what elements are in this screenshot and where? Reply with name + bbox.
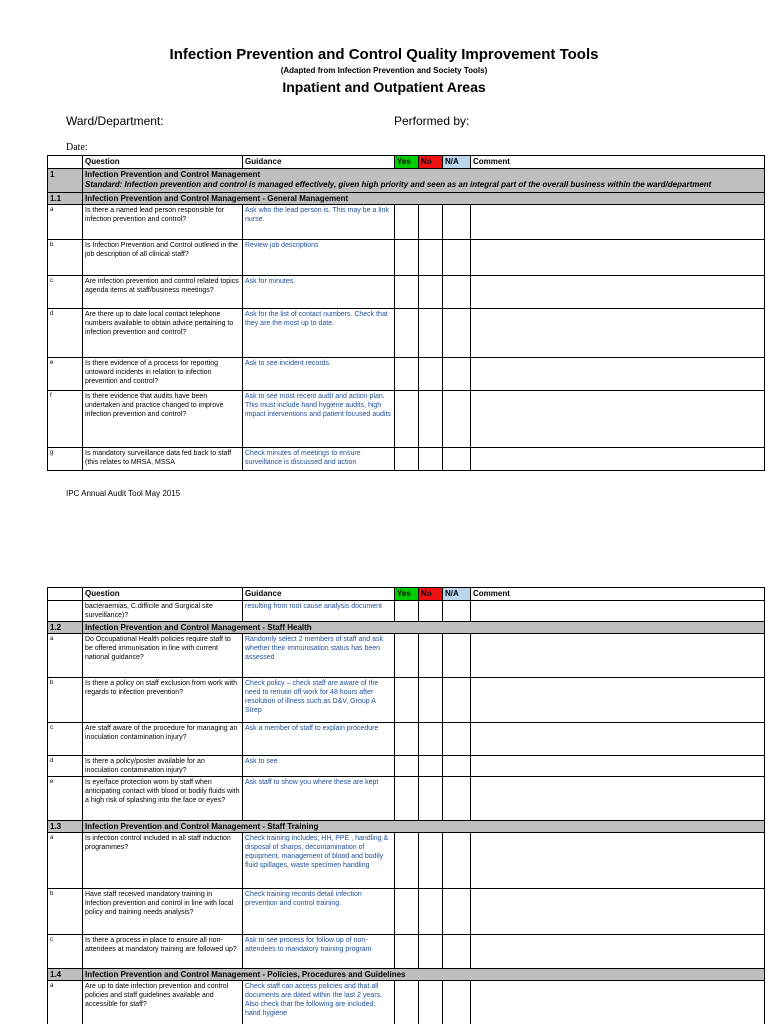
table-row <box>48 448 765 471</box>
table-row <box>48 777 765 821</box>
staff-training-rows <box>48 833 765 969</box>
table-row <box>48 889 765 935</box>
row-question: Are infection prevention and control related topics agenda items at staff/business meetings? <box>83 276 243 309</box>
comment-cell[interactable] <box>471 833 765 889</box>
comment-cell[interactable] <box>471 889 765 935</box>
table-row <box>48 205 765 240</box>
comment-cell[interactable] <box>471 240 765 276</box>
column-header-row <box>48 588 765 601</box>
subsection-row <box>48 969 765 981</box>
comment-cell[interactable] <box>471 756 765 777</box>
row-guidance: Check training includes; HH, PPE , handling & disposal of sharps, decontamination of equipment, management of blood and bodily fluid spillages, waste specimen handling <box>243 833 395 889</box>
header-question: Question <box>83 156 243 169</box>
no-cell[interactable] <box>419 205 443 240</box>
yes-cell[interactable] <box>395 756 419 777</box>
header-guidance: Guidance <box>243 588 395 601</box>
na-cell[interactable] <box>443 678 471 723</box>
section-standard: Standard: Infection prevention and control is managed effectively, given high priority and seen as an integral part of the overall business within the ward/department <box>85 180 712 189</box>
staff-health-rows <box>48 634 765 821</box>
subsection-title: Infection Prevention and Control Management - Staff Training <box>83 821 765 833</box>
table-row <box>48 678 765 723</box>
document-subtitle: (Adapted from Infection Prevention and Society Tools) <box>280 66 488 75</box>
header-no: No <box>419 588 443 601</box>
row-code: a <box>48 981 83 1024</box>
no-cell[interactable] <box>419 601 443 622</box>
row-code: b <box>48 240 83 276</box>
row-guidance: Check staff can access policies and that all documents are dated within the last 2 years. Also check that the following are included; hand hygiene <box>243 981 395 1024</box>
no-cell[interactable] <box>419 634 443 678</box>
subsection-number: 1.1 <box>48 193 83 205</box>
na-cell[interactable] <box>443 358 471 391</box>
row-question: Is there a process in place to ensure all non-attendees at mandatory training are followed up? <box>83 935 243 969</box>
table-row <box>48 391 765 448</box>
na-cell[interactable] <box>443 634 471 678</box>
table-row <box>48 833 765 889</box>
column-header-row <box>48 156 765 169</box>
table-row <box>48 240 765 276</box>
no-cell[interactable] <box>419 240 443 276</box>
row-guidance: Ask for minutes. <box>243 276 395 309</box>
subsection-title: Infection Prevention and Control Management - General Management <box>83 193 765 205</box>
yes-cell[interactable] <box>395 981 419 1024</box>
policies-rows <box>48 981 765 1024</box>
row-code: a <box>48 833 83 889</box>
row-code: g <box>48 448 83 471</box>
row-code <box>48 601 83 622</box>
comment-cell[interactable] <box>471 309 765 358</box>
row-question: Is there a named lead person responsible for infection prevention and control? <box>83 205 243 240</box>
na-cell[interactable] <box>443 276 471 309</box>
row-guidance: Check training records detail infection prevention and control training. <box>243 889 395 935</box>
document-title: Infection Prevention and Control Quality Improvement Tools <box>169 46 599 63</box>
continued-row <box>48 601 765 622</box>
header-comment: Comment <box>471 156 765 169</box>
date-label: Date: <box>66 142 88 153</box>
row-question: Is there evidence of a process for reporting untoward incidents in relation to infection prevention and control? <box>83 358 243 391</box>
row-guidance: Ask to see <box>243 756 395 777</box>
no-cell[interactable] <box>419 723 443 756</box>
header-na: N/A <box>443 156 471 169</box>
comment-cell[interactable] <box>471 276 765 309</box>
table-row <box>48 634 765 678</box>
row-guidance: Ask who the lead person is. This may be a link nurse. <box>243 205 395 240</box>
row-guidance: Ask a member of staff to explain procedure <box>243 723 395 756</box>
section-number: 1 <box>48 169 83 193</box>
yes-cell[interactable] <box>395 205 419 240</box>
row-code: c <box>48 276 83 309</box>
yes-cell[interactable] <box>395 777 419 821</box>
row-code: c <box>48 935 83 969</box>
header-no: No <box>419 156 443 169</box>
comment-cell[interactable] <box>471 601 765 622</box>
section-cell <box>83 169 765 193</box>
section-row <box>48 169 765 193</box>
no-cell[interactable] <box>419 358 443 391</box>
na-cell[interactable] <box>443 601 471 622</box>
page-1-question-rows <box>48 205 765 471</box>
comment-cell[interactable] <box>471 358 765 391</box>
na-cell[interactable] <box>443 240 471 276</box>
row-question: Do Occupational Health policies require staff to be offered immunisation in line with current national guidance? <box>83 634 243 678</box>
subsection-row <box>48 821 765 833</box>
comment-cell[interactable] <box>471 678 765 723</box>
table-row <box>48 358 765 391</box>
table-row <box>48 309 765 358</box>
yes-cell[interactable] <box>395 935 419 969</box>
header-na: N/A <box>443 588 471 601</box>
row-guidance: Ask staff to show you where these are kept <box>243 777 395 821</box>
row-guidance: resulting from root cause analysis document <box>243 601 395 622</box>
row-question: Is mandatory surveillance data fed back to staff (this relates to MRSA, MSSA <box>83 448 243 471</box>
row-code: e <box>48 777 83 821</box>
na-cell[interactable] <box>443 309 471 358</box>
comment-cell[interactable] <box>471 935 765 969</box>
table-row <box>48 935 765 969</box>
yes-cell[interactable] <box>395 358 419 391</box>
row-code: e <box>48 358 83 391</box>
row-question: Are up to date infection prevention and control policies and staff guidelines available and accessible for staff? <box>83 981 243 1024</box>
na-cell[interactable] <box>443 391 471 448</box>
row-code: b <box>48 678 83 723</box>
audit-table-page-2 <box>47 587 765 1024</box>
row-question: Are staff aware of the procedure for managing an inoculation contamination injury? <box>83 723 243 756</box>
row-question: Is Infection Prevention and Control outlined in the job description of all clinical staff? <box>83 240 243 276</box>
no-cell[interactable] <box>419 981 443 1024</box>
subsection-row <box>48 622 765 634</box>
no-cell[interactable] <box>419 391 443 448</box>
na-cell[interactable] <box>443 756 471 777</box>
row-code: d <box>48 309 83 358</box>
row-code: b <box>48 889 83 935</box>
na-cell[interactable] <box>443 205 471 240</box>
yes-cell[interactable] <box>395 276 419 309</box>
no-cell[interactable] <box>419 309 443 358</box>
table-row <box>48 723 765 756</box>
table-row <box>48 756 765 777</box>
no-cell[interactable] <box>419 889 443 935</box>
na-cell[interactable] <box>443 777 471 821</box>
row-guidance: Randomly select 2 members of staff and ask whether their immunisation status has been assessed <box>243 634 395 678</box>
yes-cell[interactable] <box>395 678 419 723</box>
comment-cell[interactable] <box>471 205 765 240</box>
row-question: Is infection control included in all staff induction programmes? <box>83 833 243 889</box>
row-question: Is there a policy/poster available for an inoculation contamination injury? <box>83 756 243 777</box>
yes-cell[interactable] <box>395 391 419 448</box>
table-row <box>48 981 765 1024</box>
row-code: c <box>48 723 83 756</box>
row-guidance: Check minutes of meetings to ensure surveillance is discussed and action <box>243 448 395 471</box>
row-question: bacteraemias, C.difficile and Surgical site surveillance)? <box>83 601 243 622</box>
yes-cell[interactable] <box>395 240 419 276</box>
na-cell[interactable] <box>443 448 471 471</box>
comment-cell[interactable] <box>471 448 765 471</box>
row-code: d <box>48 756 83 777</box>
header-yes: Yes <box>395 588 419 601</box>
subsection-number: 1.2 <box>48 622 83 634</box>
row-question: Have staff received mandatory training in infection prevention and control in line with local policy and training needs analysis? <box>83 889 243 935</box>
row-question: Is there a policy on staff exclusion from work with regards to infection prevention? <box>83 678 243 723</box>
yes-cell[interactable] <box>395 833 419 889</box>
header-guidance: Guidance <box>243 156 395 169</box>
comment-cell[interactable] <box>471 723 765 756</box>
table-row <box>48 276 765 309</box>
header-yes: Yes <box>395 156 419 169</box>
comment-cell[interactable] <box>471 981 765 1024</box>
no-cell[interactable] <box>419 678 443 723</box>
row-question: Is eye/face protection worn by staff when anticipating contact with blood or bodily fluids with a high risk of splashing into the face or eyes? <box>83 777 243 821</box>
yes-cell[interactable] <box>395 309 419 358</box>
subsection-number: 1.4 <box>48 969 83 981</box>
performed-by-label: Performed by: <box>394 114 470 128</box>
subsection-number: 1.3 <box>48 821 83 833</box>
yes-cell[interactable] <box>395 448 419 471</box>
area-heading: Inpatient and Outpatient Areas <box>282 79 486 95</box>
row-guidance: Review job descriptions <box>243 240 395 276</box>
header-comment: Comment <box>471 588 765 601</box>
na-cell[interactable] <box>443 889 471 935</box>
no-cell[interactable] <box>419 756 443 777</box>
na-cell[interactable] <box>443 935 471 969</box>
row-code: a <box>48 205 83 240</box>
ward-label: Ward/Department: <box>66 114 164 128</box>
comment-cell[interactable] <box>471 391 765 448</box>
no-cell[interactable] <box>419 276 443 309</box>
comment-cell[interactable] <box>471 634 765 678</box>
yes-cell[interactable] <box>395 634 419 678</box>
no-cell[interactable] <box>419 448 443 471</box>
na-cell[interactable] <box>443 723 471 756</box>
subsection-title: Infection Prevention and Control Management - Staff Health <box>83 622 765 634</box>
subsection-row <box>48 193 765 205</box>
header-number-cell <box>48 588 83 601</box>
subsection-title: Infection Prevention and Control Management - Policies, Procedures and Guidelines <box>83 969 765 981</box>
row-guidance: Ask for the list of contact numbers. Check that they are the most up to date. <box>243 309 395 358</box>
yes-cell[interactable] <box>395 601 419 622</box>
row-code: f <box>48 391 83 448</box>
yes-cell[interactable] <box>395 889 419 935</box>
na-cell[interactable] <box>443 981 471 1024</box>
page-footer: IPC Annual Audit Tool May 2015 <box>66 489 181 498</box>
na-cell[interactable] <box>443 833 471 889</box>
row-guidance: Check policy – check staff are aware of the need to remain off work for 48 hours after resolution of illness such as D&V, Group A Strep <box>243 678 395 723</box>
row-guidance: Ask to see most recent audit and action plan. This must include hand hygiene audits, high impact interventions and patient focused audits <box>243 391 395 448</box>
row-question: Is there evidence that audits have been undertaken and practice changed to improve infection prevention and control? <box>83 391 243 448</box>
row-question: Are there up to date local contact telephone numbers available to obtain advice pertaining to infection prevention and control? <box>83 309 243 358</box>
page-2 <box>0 578 768 1024</box>
audit-table-page-1 <box>47 155 765 471</box>
no-cell[interactable] <box>419 833 443 889</box>
row-guidance: Ask to see incident records. <box>243 358 395 391</box>
yes-cell[interactable] <box>395 723 419 756</box>
row-code: a <box>48 634 83 678</box>
row-guidance: Ask to see process for follow up of non-attendees to mandatory training program <box>243 935 395 969</box>
section-title: Infection Prevention and Control Management <box>85 170 261 179</box>
comment-cell[interactable] <box>471 777 765 821</box>
header-question: Question <box>83 588 243 601</box>
no-cell[interactable] <box>419 777 443 821</box>
header-number-cell <box>48 156 83 169</box>
no-cell[interactable] <box>419 935 443 969</box>
